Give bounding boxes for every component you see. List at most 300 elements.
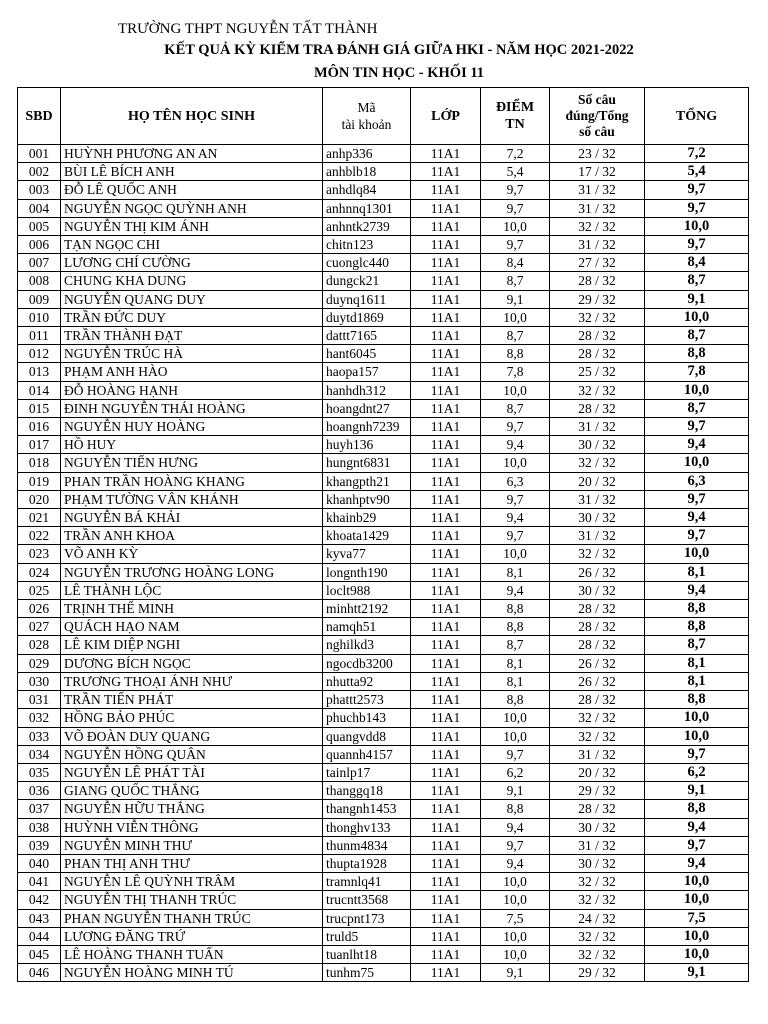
cell-account: truld5 [323, 927, 411, 945]
cell-class: 11A1 [411, 381, 481, 399]
cell-account: longnth190 [323, 563, 411, 581]
table-row [18, 691, 749, 709]
cell-score: 9,7 [481, 236, 550, 254]
cell-ratio: 23 / 32 [550, 145, 645, 163]
cell-score: 10,0 [481, 217, 550, 235]
cell-total: 9,4 [645, 581, 749, 599]
cell-name: HỒNG BẢO PHÚC [61, 709, 323, 727]
cell-class: 11A1 [411, 327, 481, 345]
cell-sbd: 009 [18, 290, 61, 308]
cell-name: PHẠM ANH HÀO [61, 363, 323, 381]
cell-ratio: 31 / 32 [550, 836, 645, 854]
cell-account: duynq1611 [323, 290, 411, 308]
cell-total: 9,7 [645, 836, 749, 854]
cell-ratio: 20 / 32 [550, 763, 645, 781]
table-row [18, 836, 749, 854]
cell-class: 11A1 [411, 618, 481, 636]
cell-score: 9,7 [481, 418, 550, 436]
cell-ratio: 28 / 32 [550, 345, 645, 363]
document-title: KẾT QUẢ KỲ KIỂM TRA ĐÁNH GIÁ GIỮA HKI - NĂM HỌC 2021-2022 [164, 42, 634, 58]
cell-score: 8,1 [481, 654, 550, 672]
cell-class: 11A1 [411, 145, 481, 163]
cell-total: 8,1 [645, 563, 749, 581]
cell-ratio: 32 / 32 [550, 891, 645, 909]
cell-class: 11A1 [411, 418, 481, 436]
cell-sbd: 008 [18, 272, 61, 290]
cell-total: 8,1 [645, 654, 749, 672]
cell-sbd: 006 [18, 236, 61, 254]
table-row [18, 891, 749, 909]
cell-account: thonghv133 [323, 818, 411, 836]
col-header-ratio: Số câu đúng/Tổng số câu [550, 88, 645, 145]
cell-class: 11A1 [411, 363, 481, 381]
cell-sbd: 024 [18, 563, 61, 581]
cell-total: 9,1 [645, 290, 749, 308]
cell-score: 9,7 [481, 836, 550, 854]
cell-sbd: 013 [18, 363, 61, 381]
cell-ratio: 28 / 32 [550, 600, 645, 618]
cell-class: 11A1 [411, 472, 481, 490]
cell-sbd: 036 [18, 782, 61, 800]
cell-total: 9,4 [645, 509, 749, 527]
table-row [18, 709, 749, 727]
cell-account: ngocdb3200 [323, 654, 411, 672]
table-row [18, 217, 749, 235]
cell-ratio: 30 / 32 [550, 854, 645, 872]
cell-total: 10,0 [645, 873, 749, 891]
table-row [18, 145, 749, 163]
cell-total: 9,4 [645, 818, 749, 836]
cell-sbd: 030 [18, 672, 61, 690]
cell-ratio: 31 / 32 [550, 745, 645, 763]
table-row [18, 636, 749, 654]
cell-sbd: 039 [18, 836, 61, 854]
cell-score: 10,0 [481, 727, 550, 745]
cell-class: 11A1 [411, 891, 481, 909]
table-row [18, 745, 749, 763]
cell-class: 11A1 [411, 782, 481, 800]
cell-score: 9,4 [481, 854, 550, 872]
cell-total: 10,0 [645, 381, 749, 399]
table-row [18, 964, 749, 982]
cell-score: 8,1 [481, 672, 550, 690]
cell-account: khanhptv90 [323, 490, 411, 508]
cell-total: 7,5 [645, 909, 749, 927]
cell-ratio: 28 / 32 [550, 399, 645, 417]
table-row [18, 454, 749, 472]
cell-total: 10,0 [645, 217, 749, 235]
cell-name: LÊ HOÀNG THANH TUẤN [61, 945, 323, 963]
cell-class: 11A1 [411, 199, 481, 217]
cell-sbd: 016 [18, 418, 61, 436]
cell-class: 11A1 [411, 181, 481, 199]
cell-total: 8,8 [645, 345, 749, 363]
cell-name: TRƯƠNG THOẠI ÁNH NHƯ [61, 672, 323, 690]
cell-name: PHAN NGUYỄN THANH TRÚC [61, 909, 323, 927]
cell-class: 11A1 [411, 345, 481, 363]
cell-total: 9,4 [645, 436, 749, 454]
cell-account: khoata1429 [323, 527, 411, 545]
cell-name: QUÁCH HẠO NAM [61, 618, 323, 636]
cell-class: 11A1 [411, 854, 481, 872]
subject-title: MÔN TIN HỌC - KHỐI 11 [313, 65, 485, 81]
table-row [18, 581, 749, 599]
cell-ratio: 28 / 32 [550, 327, 645, 345]
cell-score: 8,7 [481, 272, 550, 290]
cell-score: 7,2 [481, 145, 550, 163]
cell-class: 11A1 [411, 290, 481, 308]
cell-ratio: 17 / 32 [550, 163, 645, 181]
cell-total: 8,8 [645, 800, 749, 818]
cell-ratio: 28 / 32 [550, 618, 645, 636]
table-row [18, 236, 749, 254]
cell-score: 9,7 [481, 745, 550, 763]
cell-score: 8,7 [481, 636, 550, 654]
cell-class: 11A1 [411, 909, 481, 927]
cell-score: 8,8 [481, 600, 550, 618]
cell-class: 11A1 [411, 964, 481, 982]
cell-total: 9,7 [645, 490, 749, 508]
cell-account: minhtt2192 [323, 600, 411, 618]
table-row [18, 654, 749, 672]
cell-ratio: 28 / 32 [550, 272, 645, 290]
cell-ratio: 32 / 32 [550, 545, 645, 563]
cell-class: 11A1 [411, 800, 481, 818]
cell-sbd: 012 [18, 345, 61, 363]
cell-ratio: 25 / 32 [550, 363, 645, 381]
cell-account: thupta1928 [323, 854, 411, 872]
cell-ratio: 32 / 32 [550, 381, 645, 399]
cell-name: LƯƠNG CHÍ CƯỜNG [61, 254, 323, 272]
cell-ratio: 26 / 32 [550, 672, 645, 690]
cell-ratio: 31 / 32 [550, 199, 645, 217]
cell-ratio: 31 / 32 [550, 236, 645, 254]
table-row [18, 381, 749, 399]
cell-sbd: 020 [18, 490, 61, 508]
cell-ratio: 30 / 32 [550, 436, 645, 454]
cell-account: haopa157 [323, 363, 411, 381]
cell-total: 8,7 [645, 636, 749, 654]
cell-account: anhp336 [323, 145, 411, 163]
cell-name: VÕ ĐOÀN DUY QUANG [61, 727, 323, 745]
table-row [18, 345, 749, 363]
table-row [18, 800, 749, 818]
cell-ratio: 26 / 32 [550, 563, 645, 581]
cell-total: 7,2 [645, 145, 749, 163]
cell-account: thunm4834 [323, 836, 411, 854]
cell-sbd: 001 [18, 145, 61, 163]
cell-total: 8,8 [645, 600, 749, 618]
cell-account: thangnh1453 [323, 800, 411, 818]
cell-score: 9,7 [481, 199, 550, 217]
cell-sbd: 022 [18, 527, 61, 545]
cell-class: 11A1 [411, 490, 481, 508]
cell-name: HUỲNH PHƯƠNG AN AN [61, 145, 323, 163]
cell-account: tuanlht18 [323, 945, 411, 963]
cell-score: 9,1 [481, 964, 550, 982]
cell-account: hoangdnt27 [323, 399, 411, 417]
table-row [18, 272, 749, 290]
cell-sbd: 003 [18, 181, 61, 199]
cell-name: NGUYỄN HỒNG QUÂN [61, 745, 323, 763]
cell-score: 10,0 [481, 945, 550, 963]
table-row [18, 363, 749, 381]
cell-sbd: 031 [18, 691, 61, 709]
cell-total: 6,3 [645, 472, 749, 490]
cell-account: anhblb18 [323, 163, 411, 181]
cell-score: 9,1 [481, 290, 550, 308]
cell-sbd: 044 [18, 927, 61, 945]
cell-account: tunhm75 [323, 964, 411, 982]
results-table [17, 87, 749, 982]
cell-score: 7,8 [481, 363, 550, 381]
cell-ratio: 27 / 32 [550, 254, 645, 272]
cell-name: LÊ KIM DIỆP NGHI [61, 636, 323, 654]
cell-class: 11A1 [411, 709, 481, 727]
cell-score: 6,2 [481, 763, 550, 781]
cell-sbd: 002 [18, 163, 61, 181]
cell-class: 11A1 [411, 509, 481, 527]
cell-account: tainlp17 [323, 763, 411, 781]
cell-sbd: 015 [18, 399, 61, 417]
cell-name: CHUNG KHA DUNG [61, 272, 323, 290]
cell-account: anhdlq84 [323, 181, 411, 199]
table-row [18, 163, 749, 181]
table-row [18, 254, 749, 272]
cell-sbd: 017 [18, 436, 61, 454]
cell-class: 11A1 [411, 636, 481, 654]
cell-ratio: 30 / 32 [550, 509, 645, 527]
cell-ratio: 29 / 32 [550, 290, 645, 308]
cell-name: NGUYỄN TRƯƠNG HOÀNG LONG [61, 563, 323, 581]
cell-ratio: 30 / 32 [550, 818, 645, 836]
cell-name: TRẦN TIẾN PHÁT [61, 691, 323, 709]
cell-score: 10,0 [481, 545, 550, 563]
cell-account: kyva77 [323, 545, 411, 563]
cell-sbd: 029 [18, 654, 61, 672]
table-row [18, 199, 749, 217]
cell-class: 11A1 [411, 818, 481, 836]
cell-total: 10,0 [645, 545, 749, 563]
cell-name: TRẦN ANH KHOA [61, 527, 323, 545]
cell-ratio: 28 / 32 [550, 800, 645, 818]
cell-name: NGUYỄN QUANG DUY [61, 290, 323, 308]
cell-ratio: 32 / 32 [550, 873, 645, 891]
cell-total: 10,0 [645, 308, 749, 326]
cell-name: NGUYỄN MINH THƯ [61, 836, 323, 854]
cell-score: 8,8 [481, 618, 550, 636]
cell-total: 10,0 [645, 891, 749, 909]
cell-total: 8,8 [645, 618, 749, 636]
cell-account: cuonglc440 [323, 254, 411, 272]
cell-total: 8,1 [645, 672, 749, 690]
cell-score: 7,5 [481, 909, 550, 927]
cell-sbd: 042 [18, 891, 61, 909]
cell-class: 11A1 [411, 763, 481, 781]
table-row [18, 399, 749, 417]
table-row [18, 927, 749, 945]
table-row [18, 563, 749, 581]
cell-ratio: 32 / 32 [550, 709, 645, 727]
table-row [18, 545, 749, 563]
table-row [18, 181, 749, 199]
cell-account: chitn123 [323, 236, 411, 254]
table-row [18, 327, 749, 345]
table-row [18, 763, 749, 781]
cell-name: PHAN TRẦN HOÀNG KHANG [61, 472, 323, 490]
cell-score: 8,7 [481, 327, 550, 345]
cell-class: 11A1 [411, 527, 481, 545]
cell-total: 9,7 [645, 181, 749, 199]
cell-total: 5,4 [645, 163, 749, 181]
cell-score: 6,3 [481, 472, 550, 490]
cell-name: HỒ HUY [61, 436, 323, 454]
cell-class: 11A1 [411, 217, 481, 235]
cell-name: VÕ ANH KỲ [61, 545, 323, 563]
cell-account: hungnt6831 [323, 454, 411, 472]
cell-ratio: 28 / 32 [550, 691, 645, 709]
cell-name: DƯƠNG BÍCH NGỌC [61, 654, 323, 672]
cell-ratio: 28 / 32 [550, 636, 645, 654]
cell-sbd: 019 [18, 472, 61, 490]
col-header-sbd: SBD [18, 88, 61, 145]
cell-total: 8,8 [645, 691, 749, 709]
cell-sbd: 033 [18, 727, 61, 745]
cell-name: NGUYỄN HOÀNG MINH TÚ [61, 964, 323, 982]
cell-account: hanhdh312 [323, 381, 411, 399]
cell-score: 8,8 [481, 800, 550, 818]
cell-account: duytd1869 [323, 308, 411, 326]
cell-account: huyh136 [323, 436, 411, 454]
cell-account: anhntk2739 [323, 217, 411, 235]
cell-score: 8,4 [481, 254, 550, 272]
table-row [18, 854, 749, 872]
col-header-name: HỌ TÊN HỌC SINH [61, 88, 323, 145]
cell-class: 11A1 [411, 836, 481, 854]
cell-total: 9,1 [645, 964, 749, 982]
cell-sbd: 032 [18, 709, 61, 727]
cell-sbd: 028 [18, 636, 61, 654]
cell-account: quannh4157 [323, 745, 411, 763]
cell-ratio: 32 / 32 [550, 217, 645, 235]
cell-total: 10,0 [645, 709, 749, 727]
cell-name: ĐỖ LÊ QUỐC ANH [61, 181, 323, 199]
cell-sbd: 034 [18, 745, 61, 763]
cell-account: khainb29 [323, 509, 411, 527]
cell-score: 10,0 [481, 927, 550, 945]
cell-account: hoangnh7239 [323, 418, 411, 436]
cell-ratio: 31 / 32 [550, 490, 645, 508]
cell-name: TRẦN THÀNH ĐẠT [61, 327, 323, 345]
table-row [18, 490, 749, 508]
cell-class: 11A1 [411, 600, 481, 618]
cell-ratio: 29 / 32 [550, 964, 645, 982]
cell-ratio: 32 / 32 [550, 454, 645, 472]
table-row [18, 600, 749, 618]
table-header-row [18, 88, 749, 145]
cell-sbd: 037 [18, 800, 61, 818]
cell-total: 10,0 [645, 727, 749, 745]
cell-name: BÙI LÊ BÍCH ANH [61, 163, 323, 181]
cell-total: 9,7 [645, 418, 749, 436]
cell-class: 11A1 [411, 563, 481, 581]
cell-sbd: 041 [18, 873, 61, 891]
cell-name: NGUYỄN TIẾN HƯNG [61, 454, 323, 472]
cell-ratio: 24 / 32 [550, 909, 645, 927]
cell-account: nghilkd3 [323, 636, 411, 654]
table-row [18, 818, 749, 836]
cell-account: phuchb143 [323, 709, 411, 727]
col-header-score: ĐIỂM TN [481, 88, 550, 145]
cell-class: 11A1 [411, 927, 481, 945]
cell-class: 11A1 [411, 581, 481, 599]
cell-total: 6,2 [645, 763, 749, 781]
cell-total: 8,4 [645, 254, 749, 272]
cell-class: 11A1 [411, 236, 481, 254]
cell-score: 5,4 [481, 163, 550, 181]
table-row [18, 418, 749, 436]
cell-score: 8,7 [481, 399, 550, 417]
cell-total: 7,8 [645, 363, 749, 381]
table-row [18, 909, 749, 927]
cell-account: thanggq18 [323, 782, 411, 800]
cell-total: 9,7 [645, 745, 749, 763]
table-row [18, 873, 749, 891]
cell-class: 11A1 [411, 745, 481, 763]
cell-name: LÊ THÀNH LỘC [61, 581, 323, 599]
cell-name: ĐỖ HOÀNG HẠNH [61, 381, 323, 399]
cell-score: 10,0 [481, 709, 550, 727]
cell-sbd: 027 [18, 618, 61, 636]
cell-score: 10,0 [481, 381, 550, 399]
cell-total: 10,0 [645, 454, 749, 472]
cell-class: 11A1 [411, 654, 481, 672]
cell-account: quangvdd8 [323, 727, 411, 745]
cell-account: anhnnq1301 [323, 199, 411, 217]
cell-total: 9,1 [645, 782, 749, 800]
cell-class: 11A1 [411, 672, 481, 690]
cell-class: 11A1 [411, 945, 481, 963]
cell-sbd: 025 [18, 581, 61, 599]
cell-sbd: 014 [18, 381, 61, 399]
cell-name: PHAN THỊ ANH THƯ [61, 854, 323, 872]
cell-account: nhutta92 [323, 672, 411, 690]
cell-total: 9,7 [645, 199, 749, 217]
cell-sbd: 018 [18, 454, 61, 472]
cell-score: 9,4 [481, 509, 550, 527]
cell-sbd: 011 [18, 327, 61, 345]
cell-account: dungck21 [323, 272, 411, 290]
cell-class: 11A1 [411, 436, 481, 454]
cell-name: NGUYỄN THỊ KIM ÁNH [61, 217, 323, 235]
cell-score: 9,7 [481, 490, 550, 508]
cell-total: 9,4 [645, 854, 749, 872]
table-row [18, 290, 749, 308]
cell-total: 9,7 [645, 527, 749, 545]
cell-class: 11A1 [411, 399, 481, 417]
table-row [18, 436, 749, 454]
cell-sbd: 004 [18, 199, 61, 217]
table-row [18, 672, 749, 690]
cell-account: phattt2573 [323, 691, 411, 709]
cell-score: 9,7 [481, 527, 550, 545]
cell-name: GIANG QUỐC THẮNG [61, 782, 323, 800]
cell-ratio: 32 / 32 [550, 727, 645, 745]
cell-ratio: 31 / 32 [550, 527, 645, 545]
cell-name: NGUYỄN TRÚC HÀ [61, 345, 323, 363]
cell-name: TẠN NGỌC CHI [61, 236, 323, 254]
cell-score: 9,1 [481, 782, 550, 800]
